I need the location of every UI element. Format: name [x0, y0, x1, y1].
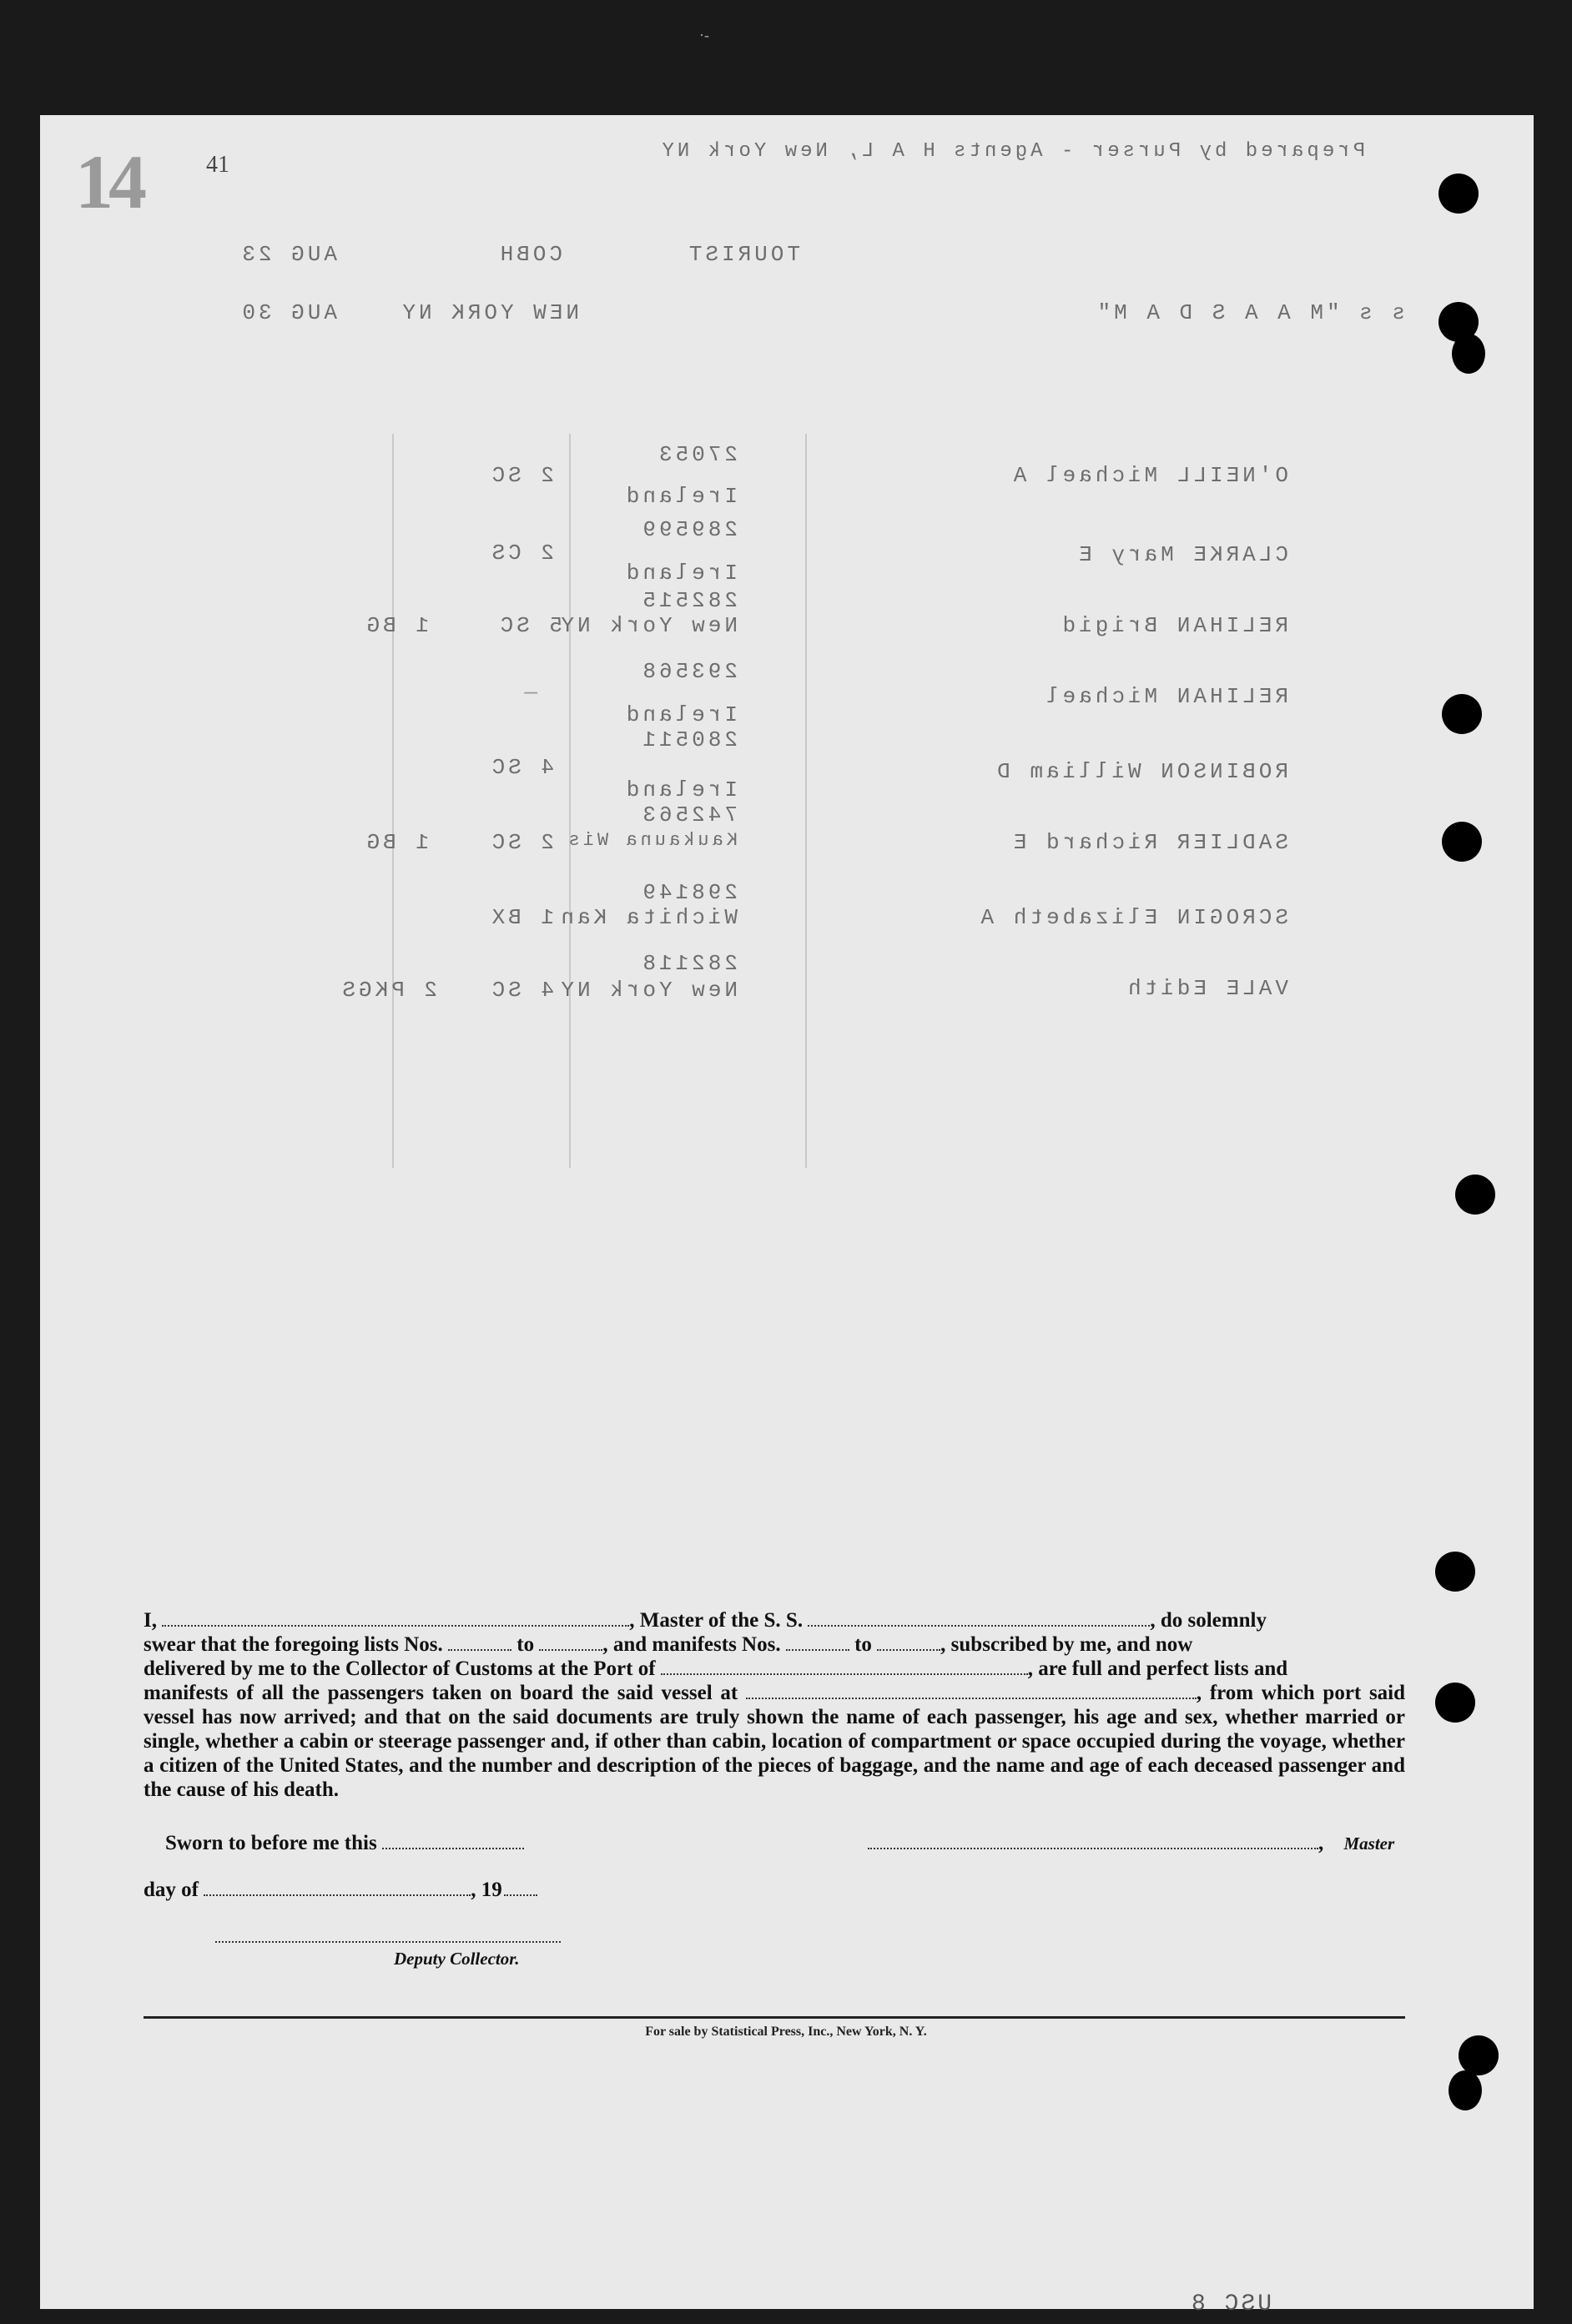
oath-text: to: [516, 1633, 535, 1656]
passenger-baggage: 5 SC: [496, 613, 562, 638]
passenger-baggage: 2 SC: [488, 463, 554, 488]
blank-line: [539, 1634, 602, 1651]
oath-text: delivered by me to the Collector of Customs at the Port of: [144, 1657, 656, 1680]
passenger-name: SCROGIN Elizabeth A: [977, 905, 1288, 930]
oath-text: , do solemnly: [1150, 1609, 1267, 1632]
passenger-number: 282118: [639, 951, 738, 976]
blank-line: [746, 1683, 1197, 1699]
ship-name: s s "M A A S D A M": [1094, 300, 1405, 325]
passenger-number: 742563: [639, 802, 738, 827]
printer-credit: For sale by Statistical Press, Inc., New York, N. Y.: [645, 2025, 927, 2039]
passenger-number: 293568: [639, 659, 738, 684]
scan-mark: ·-: [699, 27, 709, 43]
oath-text: I,: [144, 1609, 157, 1632]
oath-text: manifests of all the passengers taken on board the said vessel at: [144, 1682, 738, 1704]
punch-hole: [1459, 2035, 1499, 2075]
master-oath: [144, 1608, 1405, 1802]
passenger-residence: Ireland: [622, 561, 738, 586]
sworn-label: Sworn to before me this: [165, 1832, 377, 1854]
master-signature-line: , Master: [868, 1832, 1394, 1855]
passenger-number: 280511: [639, 727, 738, 752]
passenger-residence: Ireland: [622, 702, 738, 727]
port-to: NEW YORK NY: [399, 300, 579, 325]
day-of-label: day of: [144, 1879, 199, 1901]
blank-line: [382, 1833, 524, 1849]
punch-hole: [1435, 1552, 1475, 1592]
passenger-baggage: 2 CS: [488, 541, 554, 566]
form-code: USC 8: [1189, 2291, 1272, 2317]
voyage-class: TOURIST: [685, 242, 800, 267]
oath-text: to: [854, 1633, 872, 1656]
passenger-name: ROBINSON William D: [994, 759, 1288, 784]
passenger-extra: 1 BG: [363, 613, 429, 638]
blank-line: [215, 1926, 561, 1943]
passenger-number: 282515: [639, 588, 738, 613]
deputy-line: [215, 1925, 561, 1949]
blank-line: [448, 1634, 511, 1651]
punch-hole: [1438, 174, 1479, 214]
passenger-number: 298149: [639, 880, 738, 905]
passenger-extra: 2 PKGS: [339, 978, 437, 1003]
column-rule: [805, 434, 807, 1168]
passenger-residence: Wichita Kan: [557, 905, 738, 930]
passenger-name: CLARKE Mary E: [1076, 542, 1288, 567]
punch-hole: [1442, 822, 1482, 862]
punch-hole: [1455, 1175, 1495, 1215]
passenger-baggage: 4 SC: [488, 978, 554, 1003]
sworn-line: [165, 1832, 524, 1855]
passenger-baggage: 4 SC: [488, 755, 554, 780]
arrival-date: AUG 30: [239, 300, 337, 325]
blank-line: [204, 1879, 471, 1896]
passenger-residence: Kaukauna Wis: [565, 830, 738, 851]
passenger-number: 27053: [655, 442, 738, 467]
passenger-number: 289599: [639, 517, 738, 542]
list-number: 14: [75, 139, 142, 224]
port-from: COBH: [496, 242, 562, 267]
oath-text: swear that the foregoing lists Nos.: [144, 1633, 443, 1656]
oath-text: , are full and perfect lists and: [1027, 1657, 1288, 1680]
blank-line: [162, 1610, 629, 1627]
footer-rule: [144, 2016, 1405, 2019]
blank-line: [868, 1833, 1318, 1849]
punch-hole: [1449, 2070, 1482, 2110]
column-rule: [392, 434, 394, 1168]
date-line: [144, 1879, 537, 1902]
passenger-baggage: 1 BX: [488, 905, 554, 930]
passenger-name: RELIHAN Michael: [1042, 684, 1288, 709]
blank-line: [808, 1610, 1150, 1627]
oath-text: , Master of the S. S.: [629, 1609, 804, 1632]
column-rule: [569, 434, 571, 1168]
passenger-extra: 1 BG: [363, 830, 429, 855]
oath-text: , subscribed by me, and now: [940, 1633, 1193, 1656]
punch-hole: [1452, 334, 1485, 374]
year-label: , 19: [471, 1879, 502, 1901]
departure-date: AUG 23: [239, 242, 337, 267]
passenger-name: RELIHAN Brigid: [1059, 613, 1288, 638]
passenger-name: SADLIER Richard E: [1010, 830, 1288, 855]
passenger-residence: New York NY: [557, 613, 738, 638]
oath-text: port said vessel has now arrived; and that on the said documents are truly shown the name of each passenger, his age and sex, whether married or single, whether a cabin or steerage passenger and, if other than cabin, location of compartment or space occupied during the voyage, whether a citizen of the United States, and the number and description of the pieces of baggage, and the name and age of each deceased passenger and the cause of his death.: [144, 1682, 1406, 1801]
oath-text: , from which: [1196, 1682, 1315, 1704]
passenger-residence: Ireland: [622, 777, 738, 802]
page-number: 41: [206, 152, 229, 178]
passenger-name: VALE Edith: [1124, 976, 1288, 1001]
passenger-residence: Ireland: [622, 484, 738, 509]
passenger-baggage: —: [521, 680, 537, 705]
oath-text: , and manifests Nos.: [602, 1633, 781, 1656]
blank-line: [877, 1634, 940, 1651]
blank-line: [504, 1879, 537, 1896]
prepared-by: Prepared by Purser - Agents H A L, New York NY: [658, 140, 1365, 163]
passenger-name: O'NEILL Michael A: [1010, 463, 1288, 488]
punch-hole: [1442, 694, 1482, 734]
master-label: Master: [1343, 1834, 1395, 1854]
punch-hole: [1435, 1683, 1475, 1723]
deputy-collector-label: Deputy Collector.: [394, 1949, 520, 1969]
blank-line: [786, 1634, 849, 1651]
passenger-residence: New York NY: [557, 978, 738, 1003]
passenger-baggage: 2 SC: [488, 830, 554, 855]
blank-line: [661, 1658, 1028, 1675]
